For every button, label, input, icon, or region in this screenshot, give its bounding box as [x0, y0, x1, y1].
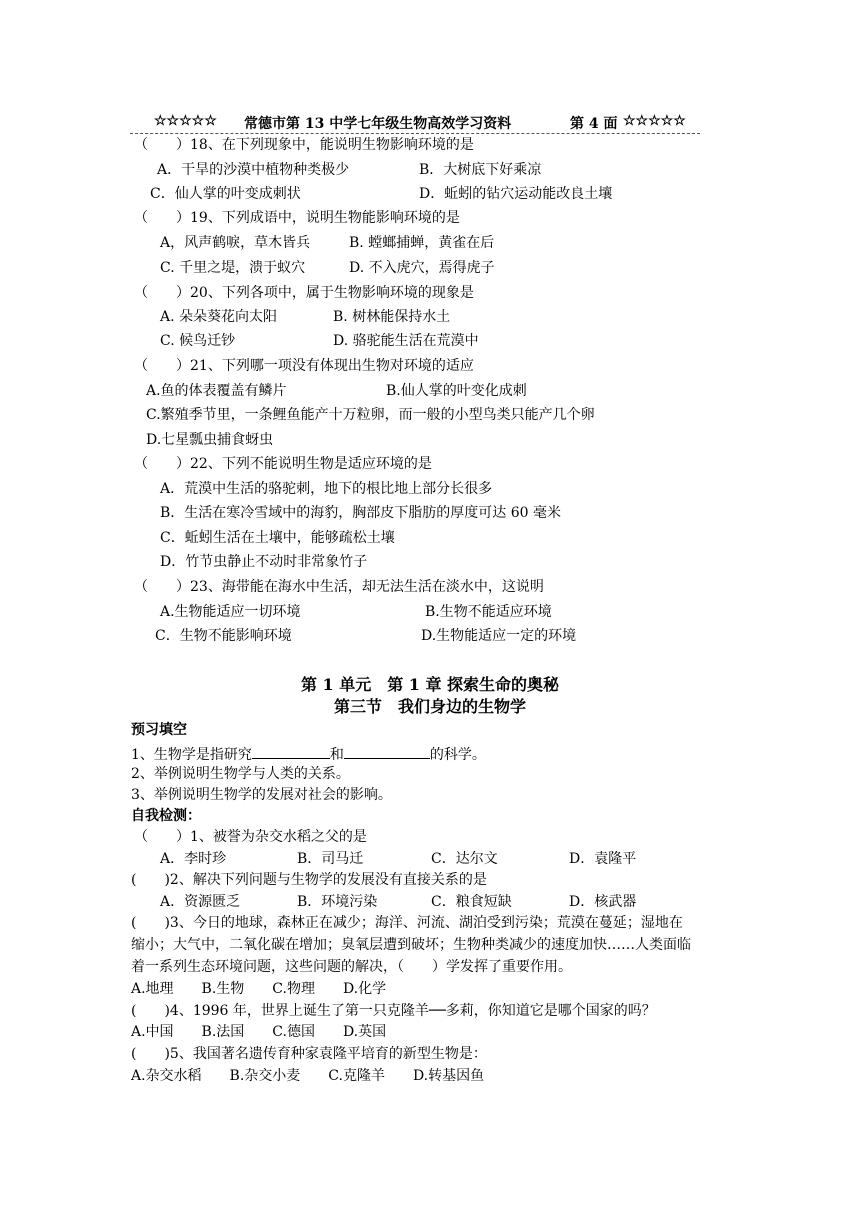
selftest-q2-option-b: B．环境污染	[297, 894, 378, 910]
section-title: 第三节 我们身边的生物学	[333, 697, 526, 716]
question-21-stem: （ ）21、下列哪一项没有体现出生物对环境的适应	[134, 358, 474, 374]
selftest-q4-stem: ( )4、1996 年，世界上诞生了第一只克隆羊──多莉，你知道它是哪个国家的吗？	[131, 1003, 656, 1019]
question-21-option-b: B.仙人掌的叶变化成刺	[386, 383, 527, 399]
preview-item-2: 2、举例说明生物学与人类的关系。	[131, 766, 350, 782]
question-20-option-b: B. 树林能保持水土	[333, 309, 451, 325]
selftest-q4-options: A.中国 B.法国 C.德国 D.英国	[131, 1024, 387, 1040]
question-19-option-c: C. 千里之堤，溃于蚁穴	[160, 260, 306, 276]
selftest-heading: 自我检测：	[131, 808, 201, 824]
preview-item-1	[131, 743, 486, 763]
question-22-option-b: B．生活在寒冷雪域中的海豹，胸部皮下脂肪的厚度可达 60 毫米	[160, 505, 562, 521]
selftest-q1-option-d: D．袁隆平	[569, 851, 637, 867]
question-21-option-d: D.七星瓢虫捕食蚜虫	[146, 432, 274, 448]
question-20-option-a: A. 朵朵葵花向太阳	[160, 309, 278, 325]
page-header	[130, 113, 700, 134]
question-20-option-c: C. 候鸟迁钞	[160, 333, 236, 349]
header-title: 常德市第 13 中学七年级生物高效学习资料	[244, 116, 512, 132]
question-23-option-b: B.生物不能适应环境	[425, 604, 552, 620]
question-23-option-d: D.生物能适应一定的环境	[421, 628, 577, 644]
preview-item-1-text-b: 和	[329, 747, 344, 763]
question-22-option-a: A．荒漠中生活的骆驼刺，地下的根比地上部分长很多	[160, 481, 493, 497]
question-19-option-b: B. 螳螂捕蝉，黄雀在后	[349, 235, 495, 251]
question-23-option-a: A.生物能适应一切环境	[160, 604, 301, 620]
selftest-q5-options: A.杂交水稻 B.杂交小麦 C.克隆羊 D.转基因鱼	[131, 1068, 485, 1084]
unit-title: 第 1 单元 第 1 章 探索生命的奥秘	[300, 675, 560, 694]
question-23-stem: （ ）23、海带能在海水中生活，却无法生活在淡水中，这说明	[134, 579, 544, 595]
selftest-q5-stem: ( )5、我国著名遗传育种家袁隆平培育的新型生物是：	[131, 1046, 487, 1062]
question-21-option-c: C.繁殖季节里，一条鲤鱼能产十万粒卵，而一般的小型鸟类只能产几个卵	[146, 407, 595, 423]
preview-heading: 预习填空	[131, 722, 187, 738]
selftest-q1-option-c: C．达尔文	[431, 851, 498, 867]
question-18-option-a: A．干旱的沙漠中植物种类极少	[157, 162, 350, 178]
question-23-option-c: C．生物不能影响环境	[155, 628, 292, 644]
question-22-stem: （ ）22、下列不能说明生物是适应环境的是	[134, 456, 432, 472]
selftest-q3-line-2: 缩小；大气中，二氧化碳在增加；臭氧层遭到破坏；生物种类减少的速度加快……人类面临	[131, 937, 691, 953]
question-19-option-d: D. 不入虎穴，焉得虎子	[349, 260, 495, 276]
selftest-q1-option-b: B．司马迁	[297, 851, 364, 867]
preview-item-3: 3、举例说明生物学的发展对社会的影响。	[131, 787, 392, 803]
question-18-option-b: B．大树底下好乘凉	[419, 162, 542, 178]
selftest-q2-option-a: A．资源匮乏	[160, 894, 241, 910]
question-21-option-a: A.鱼的体表覆盖有鳞片	[146, 383, 287, 399]
header-page-number: 第 4 面	[570, 116, 618, 132]
selftest-q2-option-d: D．核武器	[569, 894, 637, 910]
preview-item-1-text-c: 的科学。	[429, 747, 486, 763]
question-18-option-c: C．仙人掌的叶变成刺状	[150, 186, 301, 202]
selftest-q1-stem: （ ）1、被誉为杂交水稻之父的是	[134, 829, 367, 845]
selftest-q3-line-3: 着一系列生态环境问题，这些问题的解决，（ ）学发挥了重要作用。	[131, 959, 572, 975]
question-22-option-d: D．竹节虫静止不动时非常象竹子	[160, 554, 368, 570]
question-19-stem: （ ）19、下列成语中，说明生物能影响环境的是	[134, 210, 460, 226]
fill-blank-2[interactable]	[344, 743, 430, 759]
header-stars-right: ☆☆☆☆☆	[623, 113, 686, 129]
question-18-stem: （ ）18、在下列现象中，能说明生物影响环境的是	[134, 137, 474, 153]
selftest-q3-line-1: ( )3、今日的地球，森林正在减少；海洋、河流、湖泊受到污染；荒漠在蔓延；湿地在	[131, 915, 683, 931]
question-19-option-a: A，风声鹤唳，草木皆兵	[160, 235, 311, 251]
selftest-q2-option-c: C．粮食短缺	[431, 894, 512, 910]
question-20-option-d: D. 骆驼能生活在荒漠中	[333, 333, 479, 349]
selftest-q3-options: A.地理 B.生物 C.物理 D.化学	[131, 981, 387, 997]
selftest-q2-stem: ( )2、解决下列问题与生物学的发展没有直接关系的是	[131, 872, 487, 888]
preview-item-1-text-a: 1、生物学是指研究	[131, 747, 252, 763]
question-18-option-d: D．蚯蚓的钻穴运动能改良土壤	[419, 186, 613, 202]
header-stars-left: ☆☆☆☆☆	[154, 113, 217, 129]
selftest-q1-option-a: A．李时珍	[160, 851, 227, 867]
fill-blank-1[interactable]	[252, 743, 330, 759]
question-20-stem: （ ）20、下列各项中，属于生物影响环境的现象是	[134, 285, 474, 301]
question-22-option-c: C．蚯蚓生活在土壤中，能够疏松土壤	[160, 530, 395, 546]
